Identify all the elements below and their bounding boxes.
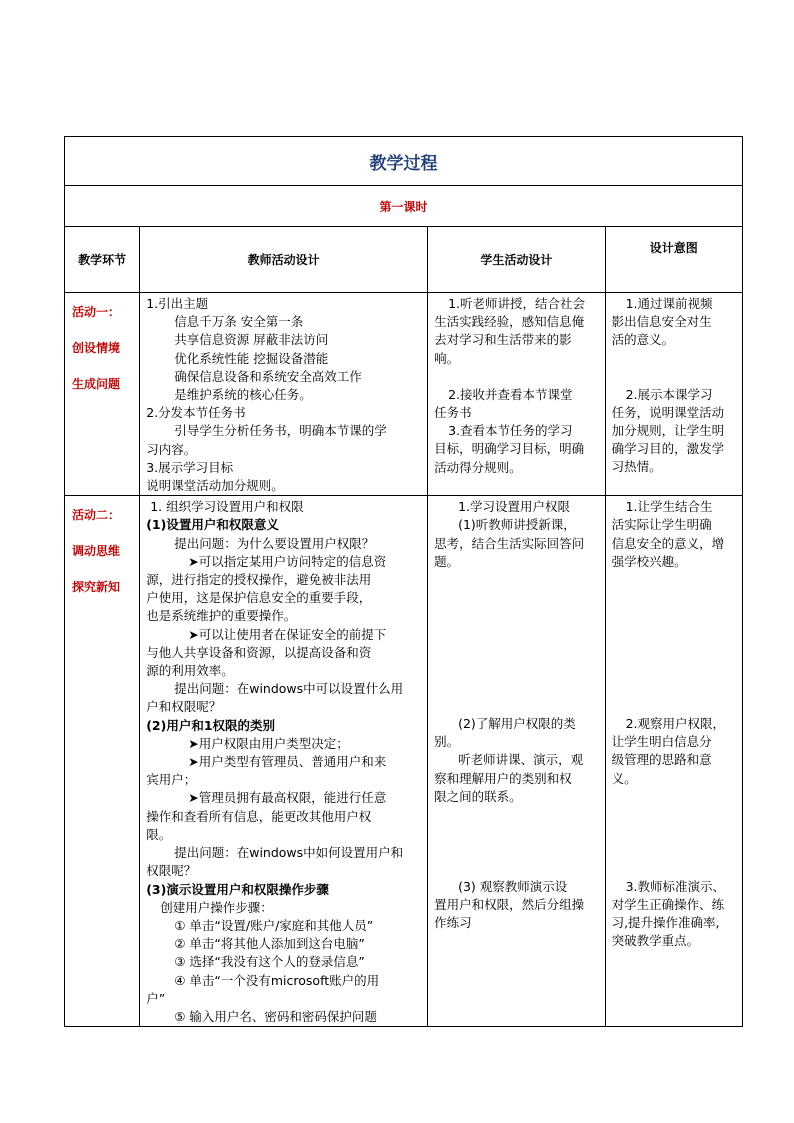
teacher-line: 权限呢？: [146, 863, 197, 879]
student-line: 1.听老师讲授，结合社会: [448, 296, 585, 311]
teacher-line: 创建用户操作步骤：: [160, 899, 273, 915]
design-line: 2.展示本课学习: [625, 386, 713, 402]
design-line: 级管理的思路和意: [611, 752, 712, 768]
teacher-line: 说明课堂活动加分规则。: [146, 478, 284, 494]
activity-2-design: [605, 496, 742, 1027]
teacher-line: ➤用户权限由用户类型决定；: [188, 735, 349, 751]
header-stage: 教学环节: [65, 227, 140, 293]
activity-1-student: [428, 293, 606, 496]
design-line: 信息安全的意义，增: [611, 535, 725, 551]
student-line: 去对学习和生活带来的影: [434, 332, 572, 348]
activity-1-name: [65, 293, 140, 496]
lesson-label: 第一课时: [65, 186, 743, 227]
teacher-line: 习内容。: [146, 441, 197, 457]
student-line: (2)了解用户权限的类: [458, 716, 576, 732]
student-line: 别。: [434, 734, 460, 750]
teacher-step: ② 单击“将其他人添加到这台电脑”: [174, 936, 365, 952]
teacher-line: 户”: [146, 990, 166, 1006]
design-line: 习热情。: [611, 459, 662, 475]
teacher-step: ⑤ 输入用户名、密码和密码保护问题: [174, 1008, 377, 1024]
design-line: 义。: [611, 770, 637, 786]
teacher-line: 也是系统维护的重要操作。: [146, 608, 297, 624]
design-line: 对学生正确操作、练: [611, 897, 725, 913]
teacher-line: 信息千万条 安全第一条: [174, 314, 304, 330]
teacher-question: 提出问题：在windows中可以设置什么用: [174, 681, 404, 697]
teacher-line: 优化系统性能 挖掘设备潜能: [174, 350, 329, 366]
student-line: 响。: [434, 350, 460, 366]
teacher-section-heading: (2)用户和1权限的类别: [146, 717, 276, 733]
teacher-line: 1. 组织学习设置用户和权限: [150, 499, 304, 515]
teacher-line: 宾用户；: [146, 772, 197, 788]
teacher-section-heading: (1)设置用户和权限意义: [146, 517, 279, 533]
design-line: 让学生明白信息分: [611, 734, 712, 750]
activity-2-name: [65, 496, 140, 1027]
student-line: 作练习: [434, 915, 472, 931]
teacher-line: 源的利用效率。: [146, 663, 234, 679]
student-line: 目标，明确学习目标，明确: [434, 441, 585, 457]
header-teacher-activity: 教师活动设计: [140, 227, 428, 293]
teacher-step: ③ 选择“我没有这个人的登录信息”: [174, 954, 365, 970]
teacher-step: ④ 单击“一个没有microsoft账户的用: [174, 972, 380, 988]
teacher-line: 2.分发本节任务书: [146, 405, 246, 421]
student-line: (3) 观察教师演示设: [458, 879, 568, 895]
student-line: 2.接收并查看本节课堂: [448, 386, 573, 402]
teacher-question: 提出问题：在windows中如何设置用户和: [174, 845, 404, 861]
teacher-question: 提出问题：为什么要设置用户权限？: [174, 535, 375, 551]
table-title: 教学过程: [65, 137, 743, 186]
teacher-line: 户和权限呢？: [146, 699, 222, 715]
header-design-intent: 设计意图: [605, 227, 742, 293]
design-line: 强学校兴趣。: [611, 553, 687, 569]
teacher-line: 与他人共享设备和资源，以提高设备和资: [146, 644, 372, 660]
activity-2-label: 活动二：: [72, 508, 121, 523]
activity-1-line2: 创设情境: [72, 341, 121, 355]
teacher-line: ➤管理员拥有最高权限，能进行任意: [188, 790, 387, 806]
teacher-line: 限。: [146, 826, 172, 842]
activity-2-student: [428, 496, 606, 1027]
design-line: 影出信息安全对生: [611, 314, 712, 330]
student-line: 限之间的联系。: [434, 788, 522, 804]
activity-1-label: 活动一：: [72, 305, 121, 319]
student-line: 3.查看本节任务的学习: [448, 423, 573, 439]
student-line: 察和理解用户的类别和权: [434, 770, 572, 786]
activity-2-teacher: [140, 496, 428, 1027]
teacher-line: 共享信息资源 屏蔽非法访问: [174, 332, 329, 348]
student-line: 1.学习设置用户权限: [458, 499, 570, 515]
teacher-line: 1.引出主题: [146, 296, 209, 311]
design-line: 2.观察用户权限，: [625, 716, 726, 732]
activity-2-line2: 调动思维: [72, 544, 121, 559]
teacher-section-heading: (3)演示设置用户和权限操作步骤: [146, 881, 329, 897]
student-line: 活动得分规则。: [434, 459, 522, 475]
design-line: 突破教学重点。: [611, 933, 700, 949]
student-line: 任务书: [434, 405, 472, 421]
teacher-line: ➤可以指定某用户访问特定的信息资: [188, 553, 387, 569]
design-line: 1.通过课前视频: [625, 296, 713, 311]
design-line: 习,提升操作准确率,: [611, 915, 720, 931]
activity-1-teacher: [140, 293, 428, 496]
teacher-line: 源，进行指定的授权操作，避免被非法用: [146, 572, 372, 588]
student-line: 听老师讲课、演示，观: [458, 752, 584, 768]
teacher-line: ➤用户类型有管理员、普通用户和来: [188, 754, 387, 770]
teacher-line: 引导学生分析任务书，明确本节课的学: [174, 423, 387, 439]
activity-2-line3: 探究新知: [72, 580, 121, 595]
student-line: 题。: [434, 553, 460, 569]
student-line: 置用户和权限，然后分组操: [434, 897, 585, 913]
header-student-activity: 学生活动设计: [428, 227, 606, 293]
design-line: 1.让学生结合生: [625, 499, 713, 515]
teaching-process-table: [64, 136, 743, 1027]
activity-1-design: [605, 293, 742, 496]
teacher-line: 户使用，这是保护信息安全的重要手段，: [146, 590, 372, 606]
student-line: 生活实践经验，感知信息俺: [434, 314, 585, 330]
teacher-line: ➤可以让使用者在保证安全的前提下: [188, 626, 387, 642]
design-line: 3.教师标准演示、: [625, 878, 726, 894]
design-line: 任务，说明课堂活动: [611, 404, 725, 420]
design-line: 加分规则，让学生明: [611, 423, 725, 439]
teacher-step: ① 单击“设置/账户/家庭和其他人员”: [174, 917, 374, 933]
design-line: 活的意义。: [611, 332, 675, 348]
teacher-line: 3.展示学习目标: [146, 459, 234, 475]
teacher-line: 操作和查看所有信息，能更改其他用户权: [146, 808, 372, 824]
student-line: (1)听教师讲授新课，: [458, 517, 576, 533]
activity-1-line3: 生成问题: [72, 377, 121, 391]
teacher-line: 确保信息设备和系统安全高效工作: [174, 368, 362, 384]
student-line: 思考，结合生活实际回答问: [434, 535, 585, 551]
design-line: 活实际让学生明确: [611, 517, 712, 533]
teacher-line: 是维护系统的核心任务。: [174, 387, 312, 403]
design-line: 确学习目的，激发学: [611, 441, 725, 457]
